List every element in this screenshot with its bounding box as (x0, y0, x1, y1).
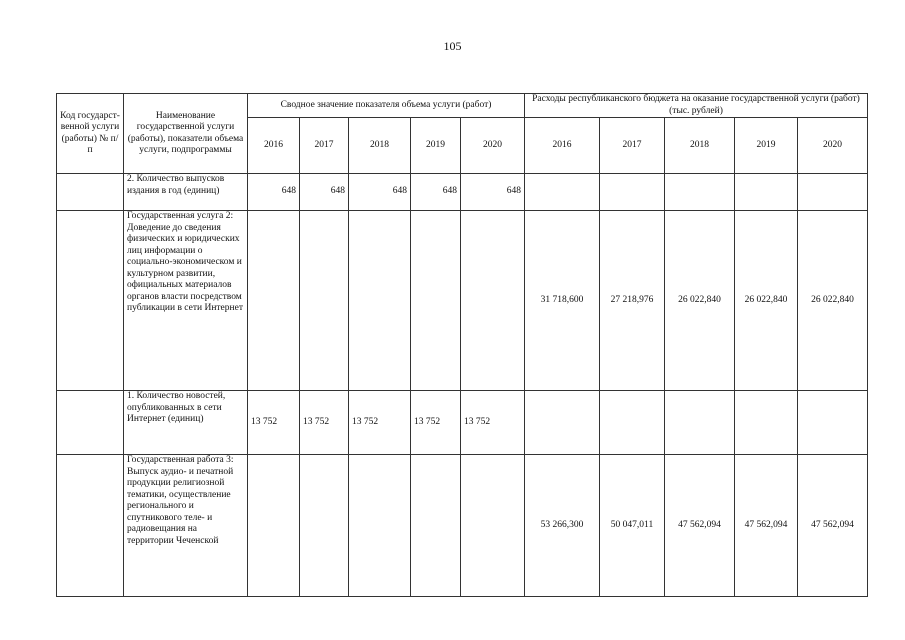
volume-cell (461, 211, 525, 391)
row-name: Государственная работа 3: Выпуск аудио- и печатной продукции религиозной тематики, осуществление регионального и спутникового теле- и радиовещания на территории Чеченской (124, 455, 248, 597)
volume-cell (411, 455, 461, 597)
row-name: 2. Количество выпусков издания в год (единиц) (124, 174, 248, 211)
budget-cell (525, 174, 600, 211)
budget-cell: 26 022,840 (665, 211, 735, 391)
row-code (57, 391, 124, 455)
header-row-groups (57, 94, 868, 118)
volume-cell (349, 455, 411, 597)
volume-cell: 648 (349, 174, 411, 211)
volume-cell (411, 211, 461, 391)
budget-cell: 26 022,840 (735, 211, 798, 391)
row-name: 1. Количество новостей, опубликованных в сети Интернет (единиц) (124, 391, 248, 455)
budget-cell: 26 022,840 (798, 211, 868, 391)
volume-cell: 13 752 (411, 391, 461, 455)
header-budget-year: 2020 (798, 118, 868, 174)
budget-cell (600, 391, 665, 455)
header-budget-year: 2018 (665, 118, 735, 174)
header-volume-year: 2016 (248, 118, 300, 174)
header-name: Наименование государственной услуги (работы), показатели объема услуги, подпрограммы (124, 94, 248, 174)
volume-cell: 13 752 (248, 391, 300, 455)
header-volume-year: 2018 (349, 118, 411, 174)
volume-cell (300, 455, 349, 597)
budget-cell (665, 391, 735, 455)
header-budget-year: 2017 (600, 118, 665, 174)
header-volume-year: 2017 (300, 118, 349, 174)
budget-cell (798, 391, 868, 455)
volume-cell: 13 752 (349, 391, 411, 455)
page-number: 105 (443, 39, 462, 53)
budget-cell (735, 174, 798, 211)
row-code (57, 174, 124, 211)
budget-table (56, 93, 868, 597)
table-row (57, 211, 868, 391)
budget-cell: 47 562,094 (735, 455, 798, 597)
volume-cell: 648 (411, 174, 461, 211)
header-budget-year: 2016 (525, 118, 600, 174)
budget-cell: 53 266,300 (525, 455, 600, 597)
row-code (57, 211, 124, 391)
volume-cell (248, 211, 300, 391)
budget-cell: 27 218,976 (600, 211, 665, 391)
budget-cell (665, 174, 735, 211)
budget-cell: 47 562,094 (798, 455, 868, 597)
volume-cell: 648 (248, 174, 300, 211)
row-name: Государственная услуга 2: Доведение до сведения физических и юридических лиц информации о социально-экономическом и культурном развитии, официальных материалов органов власти посредством публикации в сети Интернет (124, 211, 248, 391)
volume-cell (300, 211, 349, 391)
budget-cell (735, 391, 798, 455)
budget-cell (525, 391, 600, 455)
budget-cell: 47 562,094 (665, 455, 735, 597)
volume-cell: 648 (461, 174, 525, 211)
volume-cell: 648 (300, 174, 349, 211)
header-budget-year: 2019 (735, 118, 798, 174)
table-row (57, 174, 868, 211)
volume-cell (349, 211, 411, 391)
budget-cell (798, 174, 868, 211)
row-code (57, 455, 124, 597)
table-row (57, 455, 868, 597)
volume-cell: 13 752 (461, 391, 525, 455)
header-volume-group: Сводное значение показателя объема услуги (работ) (248, 94, 525, 118)
budget-cell (600, 174, 665, 211)
budget-cell: 50 047,011 (600, 455, 665, 597)
volume-cell (248, 455, 300, 597)
table-row (57, 391, 868, 455)
header-code: Код государст-венной услуги (работы) № п/п (57, 94, 124, 174)
header-budget-group: Расходы республиканского бюджета на оказание государственной услуги (работ) (тыс. рублей) (525, 94, 868, 118)
header-volume-year: 2020 (461, 118, 525, 174)
volume-cell: 13 752 (300, 391, 349, 455)
volume-cell (461, 455, 525, 597)
budget-cell: 31 718,600 (525, 211, 600, 391)
header-volume-year: 2019 (411, 118, 461, 174)
